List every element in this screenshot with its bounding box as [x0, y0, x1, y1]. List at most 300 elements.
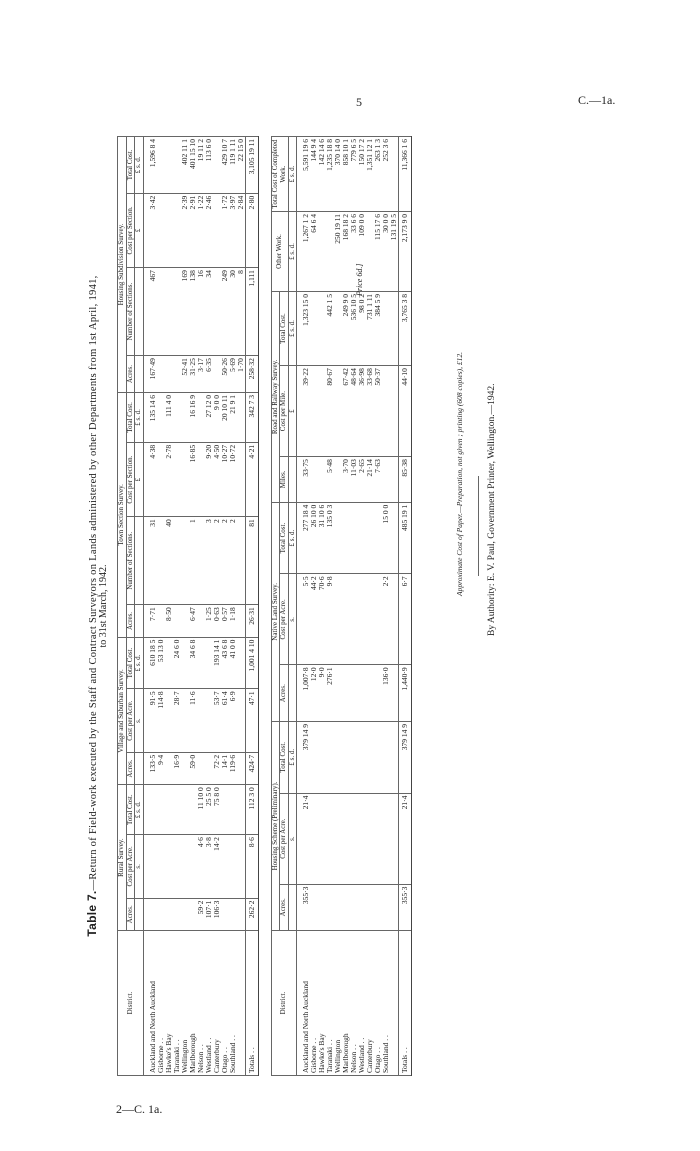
table-cell: 43 6 8 — [221, 637, 229, 689]
table2-unit-cell — [288, 884, 297, 930]
table-row — [229, 137, 237, 1076]
table-cell: 34 6 8 — [189, 637, 197, 689]
table2-unit-cell: £ s. d. — [288, 137, 297, 212]
table-row — [342, 137, 350, 1076]
table2-subheader: Total Cost. — [280, 502, 289, 574]
table-cell — [237, 689, 246, 752]
table-cell — [326, 884, 334, 930]
table1-subheader: Cost per Acre. — [126, 835, 135, 898]
table-cell — [390, 884, 399, 930]
table-cell: 138 — [189, 268, 197, 356]
table-cell: 11·6 — [189, 689, 197, 752]
table-cell: 16·85 — [189, 442, 197, 516]
table-cell — [157, 268, 165, 356]
table-cell: 142 14 6 — [318, 137, 326, 212]
district-cell — [237, 931, 246, 1076]
totals-cell: 4·21 — [245, 442, 258, 516]
table-title-text: —Return of Field-work executed by the Staff and Contract Surveyors on Lands administered by other Departments from 1st April, 1941, — [88, 275, 99, 891]
table-cell: 2 — [229, 517, 237, 605]
totals-cell: 3,105 19 11 — [245, 137, 258, 194]
table-cell: 39·22 — [302, 366, 310, 457]
table-cell: 5·48 — [326, 457, 334, 503]
table2-subheader: Cost per Acre. — [280, 574, 289, 665]
table1-unit-cell — [135, 356, 144, 393]
table-cell — [157, 137, 165, 194]
table-cell — [382, 721, 390, 793]
table-cell: 20 10 11 — [221, 392, 229, 442]
table1-subheader: Cost per Acre. — [126, 689, 135, 752]
district-cell: Marlborough — [342, 931, 350, 1076]
table-cell: 1·18 — [229, 605, 237, 637]
table-cell — [237, 517, 246, 605]
table-cell — [197, 689, 205, 752]
table-cell: 12·0 — [310, 665, 318, 722]
table-cell: 4·38 — [149, 442, 157, 516]
table-cell — [350, 502, 358, 574]
table-cell: 4·50 — [213, 442, 221, 516]
totals-cell: 81 — [245, 517, 258, 605]
table-cell — [149, 835, 157, 898]
table1-subheader: Number of Sections. — [126, 517, 135, 605]
table-cell: 1,351 12 1 — [366, 137, 374, 212]
table-cell — [310, 793, 318, 884]
table-cell — [374, 793, 382, 884]
table-cell — [334, 721, 342, 793]
table-cell: 169 — [181, 268, 189, 356]
table1-unit-cell — [135, 268, 144, 356]
district-cell: Southland . . — [229, 931, 237, 1076]
district-cell: Nelson . . — [197, 931, 205, 1076]
table-cell: 384 5 9 — [374, 291, 382, 365]
table-cell: 50·26 — [221, 356, 229, 393]
table-cell: 9·20 — [205, 442, 213, 516]
table-row — [318, 137, 326, 1076]
table-cell: 31·25 — [189, 356, 197, 393]
table1-district-header: District. — [118, 931, 144, 1076]
table-cell: 34 — [205, 268, 213, 356]
table-cell: 36·98 — [358, 366, 366, 457]
table-cell: 21 9 1 — [229, 392, 237, 442]
table-cell — [173, 785, 181, 835]
table-cell: 252 3 6 — [382, 137, 390, 212]
table-cell: 9·4 — [157, 752, 165, 784]
table-cell — [358, 502, 366, 574]
table-cell — [390, 574, 399, 665]
table-cell — [390, 502, 399, 574]
table-cell — [342, 793, 350, 884]
table-cell: 30 — [229, 268, 237, 356]
table-cell: 33·68 — [366, 366, 374, 457]
table-cell: 1,235 18 8 — [326, 137, 334, 212]
district-cell: Otago . . — [221, 931, 229, 1076]
totals-row — [245, 137, 258, 1076]
table-cell: 98 0 2 — [358, 291, 366, 365]
table-cell — [334, 884, 342, 930]
table-cell — [390, 665, 399, 722]
table-cell: 5·5 — [302, 574, 310, 665]
table-cell: 5·69 — [229, 356, 237, 393]
table-cell — [157, 898, 165, 930]
table-cell: 26 10 0 — [310, 502, 318, 574]
table-cell: 1,267 1 2 — [302, 212, 310, 292]
table-cell — [221, 898, 229, 930]
table-title — [85, 136, 99, 1076]
table-cell: 106·3 — [213, 898, 221, 930]
table-cell: 9·0 — [318, 665, 326, 722]
table-cell: 467 — [149, 268, 157, 356]
table-cell: 7·71 — [149, 605, 157, 637]
table-cell: 6·9 — [229, 689, 237, 752]
table-cell — [197, 752, 205, 784]
table-cell: 25 5 0 — [205, 785, 213, 835]
district-cell — [390, 931, 399, 1076]
table-cell: 1·25 — [205, 605, 213, 637]
table-cell: 0·63 — [213, 605, 221, 637]
table-cell — [334, 665, 342, 722]
table2-subheader: Acres. — [280, 884, 289, 930]
table1-subheader: Total Cost. — [126, 137, 135, 194]
table-cell: 52·41 — [181, 356, 189, 393]
table-cell — [310, 457, 318, 503]
table-row — [374, 137, 382, 1076]
table-cell — [326, 721, 334, 793]
table-cell: 401 15 10 — [189, 137, 197, 194]
table2-unit-cell: £ — [288, 366, 297, 457]
totals-cell: 262·2 — [245, 898, 258, 930]
district-cell: Canterbury — [366, 931, 374, 1076]
table-cell — [350, 884, 358, 930]
table-cell — [366, 502, 374, 574]
table-cell: 249 — [221, 268, 229, 356]
table-cell — [318, 884, 326, 930]
page-reference: C.—1a. — [578, 93, 616, 107]
table-cell: 3·8 — [205, 835, 213, 898]
table1-unit-cell: s. — [135, 835, 144, 898]
table-cell: 16 16 9 — [189, 392, 197, 442]
table-cell — [157, 835, 165, 898]
district-cell: Auckland and North Auckland — [302, 931, 310, 1076]
table-cell — [318, 212, 326, 292]
table-cell — [173, 835, 181, 898]
totals-cell: 47·1 — [245, 689, 258, 752]
table-cell — [334, 574, 342, 665]
table-number: Table 7. — [85, 890, 99, 937]
table-cell — [157, 785, 165, 835]
price-note: Price 6d.] — [355, 263, 364, 296]
table1-group-header-row — [118, 137, 127, 1076]
table-row — [390, 137, 399, 1076]
table-cell: 119·6 — [229, 752, 237, 784]
table-cell: 4·6 — [197, 835, 205, 898]
table-cell — [350, 793, 358, 884]
totals-cell: 1,440·9 — [399, 665, 412, 722]
table-cell — [318, 793, 326, 884]
table-cell: 113 6 0 — [205, 137, 213, 194]
district-cell: Nelson . . — [350, 931, 358, 1076]
table-cell: 11·03 — [350, 457, 358, 503]
table-cell: 3·17 — [197, 356, 205, 393]
table1-group-header: Housing Subdivision Survey. — [118, 137, 127, 393]
table-cell — [310, 366, 318, 457]
table-cell: 277 18 4 — [302, 502, 310, 574]
table-cell — [165, 356, 173, 393]
table-cell: 402 11 1 — [181, 137, 189, 194]
totals-cell: 26·31 — [245, 605, 258, 637]
totals-cell: 342 7 3 — [245, 392, 258, 442]
table-cell — [358, 665, 366, 722]
table-cell — [318, 721, 326, 793]
table-cell: 133·5 — [149, 752, 157, 784]
table-cell: 15 0 0 — [382, 502, 390, 574]
table-cell: 442 1 5 — [326, 291, 334, 365]
district-cell: Taranaki . . — [326, 931, 334, 1076]
table2-group-header: Housing Scheme (Preliminary). — [271, 721, 280, 930]
table1-subheader: Cost per Section. — [126, 193, 135, 267]
table2-subheader: Cost per Mile. — [280, 366, 289, 457]
district-cell: Marlborough — [189, 931, 197, 1076]
table1-subheader: Acres. — [126, 605, 135, 637]
table-cell: 263 1 3 — [374, 137, 382, 212]
table-cell — [390, 137, 399, 212]
table-cell: 131 19 5 — [390, 212, 399, 292]
table-cell: 250 19 11 — [334, 212, 342, 292]
table-cell: 50·37 — [374, 366, 382, 457]
table-cell: 80·67 — [326, 366, 334, 457]
district-cell: Canterbury — [213, 931, 221, 1076]
table-cell — [165, 785, 173, 835]
table2-group-header: Other Work. — [271, 212, 288, 292]
district-cell: Gisborne . . — [310, 931, 318, 1076]
table-cell: 67·42 — [342, 366, 350, 457]
table-row — [157, 137, 165, 1076]
table-cell: 31 — [149, 517, 157, 605]
table-cell: 107·1 — [205, 898, 213, 930]
table-cell — [390, 366, 399, 457]
totals-row — [399, 137, 412, 1076]
table1-unit-cell: £ — [135, 442, 144, 516]
table-cell — [173, 605, 181, 637]
table-cell: 2·46 — [205, 193, 213, 267]
table-cell — [165, 835, 173, 898]
table-cell: 7·63 — [374, 457, 382, 503]
page-number: 5 — [356, 95, 362, 109]
table2-subheader: Acres. — [280, 665, 289, 722]
table-cell — [342, 721, 350, 793]
totals-cell: 258·32 — [245, 356, 258, 393]
district-cell: Westland . . — [205, 931, 213, 1076]
table1-subheader: Cost per Section. — [126, 442, 135, 516]
table-cell: 1,323 15 0 — [302, 291, 310, 365]
table-cell — [237, 605, 246, 637]
table-cell — [342, 502, 350, 574]
table1-unit-cell: £ s. d. — [135, 785, 144, 835]
table-cell — [382, 884, 390, 930]
totals-cell: 2·80 — [245, 193, 258, 267]
table-row — [326, 137, 334, 1076]
totals-cell: 1,111 — [245, 268, 258, 356]
table-cell — [358, 884, 366, 930]
table-cell — [342, 665, 350, 722]
table-cell: 610 18 5 — [149, 637, 157, 689]
table-cell: 10·72 — [229, 442, 237, 516]
totals-cell: 355·3 — [399, 884, 412, 930]
table-cell: 41 0 0 — [229, 637, 237, 689]
table1-subheader: Total Cost. — [126, 637, 135, 689]
table1-subheader: Acres. — [126, 752, 135, 784]
footer-reference: 2—C. 1a. — [116, 1102, 163, 1116]
table2-body — [297, 137, 412, 1076]
divider — [478, 476, 479, 576]
table-cell — [237, 752, 246, 784]
table-cell — [237, 898, 246, 930]
table1-subheader: Number of Sections. — [126, 268, 135, 356]
totals-cell: 8·6 — [245, 835, 258, 898]
table-cell — [173, 392, 181, 442]
table2-unit-cell: £ s. d. — [288, 212, 297, 292]
table2-unit-cell — [288, 665, 297, 722]
table-cell: 119 1 11 — [229, 137, 237, 194]
totals-label: Totals . . — [245, 931, 258, 1076]
table-cell: 135 0 3 — [326, 502, 334, 574]
table2-unit-cell: £ s. d. — [288, 721, 297, 793]
table1-unit-cell: £ s. d. — [135, 392, 144, 442]
table-cell — [374, 884, 382, 930]
table-cell: 19 11 2 — [197, 137, 205, 194]
table-row — [310, 137, 318, 1076]
table-cell: 2·78 — [165, 442, 173, 516]
table-cell — [358, 574, 366, 665]
table-cell — [382, 366, 390, 457]
table-cell — [149, 785, 157, 835]
table-cell: 64 6 4 — [310, 212, 318, 292]
table-cell: 1 — [189, 517, 197, 605]
table-cell: 355·3 — [302, 884, 310, 930]
table-cell: 40 — [165, 517, 173, 605]
table2-unit-cell: s. — [288, 793, 297, 884]
table-cell — [229, 835, 237, 898]
table-cell: 3·70 — [342, 457, 350, 503]
table-cell — [165, 268, 173, 356]
table-cell: 27 12 0 — [205, 392, 213, 442]
table1-group-header: Village and Suburban Survey. — [118, 637, 127, 785]
table2-unit-cell: £ s. d. — [288, 291, 297, 365]
table-cell — [334, 793, 342, 884]
table1-group-header: Rural Survey. — [118, 785, 127, 931]
district-cell: Westland . . — [358, 931, 366, 1076]
totals-cell: 424·7 — [245, 752, 258, 784]
table-cell: 6·47 — [189, 605, 197, 637]
table-cell: 10·27 — [221, 442, 229, 516]
table-cell — [334, 502, 342, 574]
table-cell: 53 13 0 — [157, 637, 165, 689]
totals-cell: 112 3 0 — [245, 785, 258, 835]
table-cell — [382, 291, 390, 365]
table-cell — [157, 193, 165, 267]
table-cell — [342, 574, 350, 665]
table-cell — [350, 721, 358, 793]
table1-unit-cell — [135, 517, 144, 605]
table-cell: 6·35 — [205, 356, 213, 393]
table-cell: 111 4 0 — [165, 392, 173, 442]
totals-cell: 44·10 — [399, 366, 412, 457]
table-row — [237, 137, 246, 1076]
table-cell: 59·0 — [189, 752, 197, 784]
table-cell: 2 — [213, 517, 221, 605]
table-cell — [221, 785, 229, 835]
table-cell — [229, 785, 237, 835]
table-cell: 168 18 2 — [342, 212, 350, 292]
table1-unit-cell — [135, 898, 144, 930]
table-cell: 135 14 6 — [149, 392, 157, 442]
table2-group-header: Native Land Survey. — [271, 502, 280, 721]
table-cell: 16·9 — [173, 752, 181, 784]
table-cell: 2·65 — [358, 457, 366, 503]
district-cell: Taranaki . . — [173, 931, 181, 1076]
table-cell: 59·2 — [197, 898, 205, 930]
table-row — [165, 137, 173, 1076]
table2-unit-cell: s. — [288, 574, 297, 665]
table-cell: 31 10 6 — [318, 502, 326, 574]
table-cell: 21·4 — [302, 793, 310, 884]
table-cell — [366, 793, 374, 884]
table-cell: 1·22 — [197, 193, 205, 267]
table-field-work-2 — [271, 136, 413, 1076]
table-cell: 779 6 5 — [350, 137, 358, 212]
table-cell — [237, 785, 246, 835]
table1-body — [143, 137, 258, 1076]
table-cell: 379 14 9 — [302, 721, 310, 793]
table1-group-header: Town Section Survey. — [118, 392, 127, 637]
table1-unit-cell — [135, 752, 144, 784]
table1-subheader: Acres. — [126, 898, 135, 930]
table2-subheader: Cost per Acre. — [280, 793, 289, 884]
table-cell — [326, 793, 334, 884]
table-cell — [181, 898, 189, 930]
table-cell — [197, 517, 205, 605]
totals-cell: 1,001 4 10 — [245, 637, 258, 689]
table-row — [334, 137, 342, 1076]
totals-cell: 85·38 — [399, 457, 412, 503]
district-cell: Otago . . — [374, 931, 382, 1076]
table-cell: 150 17 2 — [358, 137, 366, 212]
table-cell — [390, 721, 399, 793]
table-cell — [237, 392, 246, 442]
table-cell: 22 15 0 — [237, 137, 246, 194]
table-cell — [382, 793, 390, 884]
table-cell — [358, 721, 366, 793]
table-cell: 75 8 0 — [213, 785, 221, 835]
table-cell: 114·8 — [157, 689, 165, 752]
table1-unit-cell: £ — [135, 193, 144, 267]
table2-subheader: Miles. — [280, 457, 289, 503]
table-cell: 9 0 0 — [213, 392, 221, 442]
table-cell — [358, 793, 366, 884]
table-cell — [173, 517, 181, 605]
table1-unit-cell: s. — [135, 689, 144, 752]
table-cell: 61·4 — [221, 689, 229, 752]
table2-group-header: Total Cost of Completed Work. — [271, 137, 288, 212]
table-cell — [366, 721, 374, 793]
table-cell: 1·70 — [237, 356, 246, 393]
table-cell: 14·2 — [213, 835, 221, 898]
totals-cell: 6·7 — [399, 574, 412, 665]
table-cell: 11 10 0 — [197, 785, 205, 835]
table-cell: 1·72 — [221, 193, 229, 267]
table-cell — [237, 442, 246, 516]
totals-cell: 379 14 9 — [399, 721, 412, 793]
table-cell: 8·50 — [165, 605, 173, 637]
table-cell: 276·1 — [326, 665, 334, 722]
